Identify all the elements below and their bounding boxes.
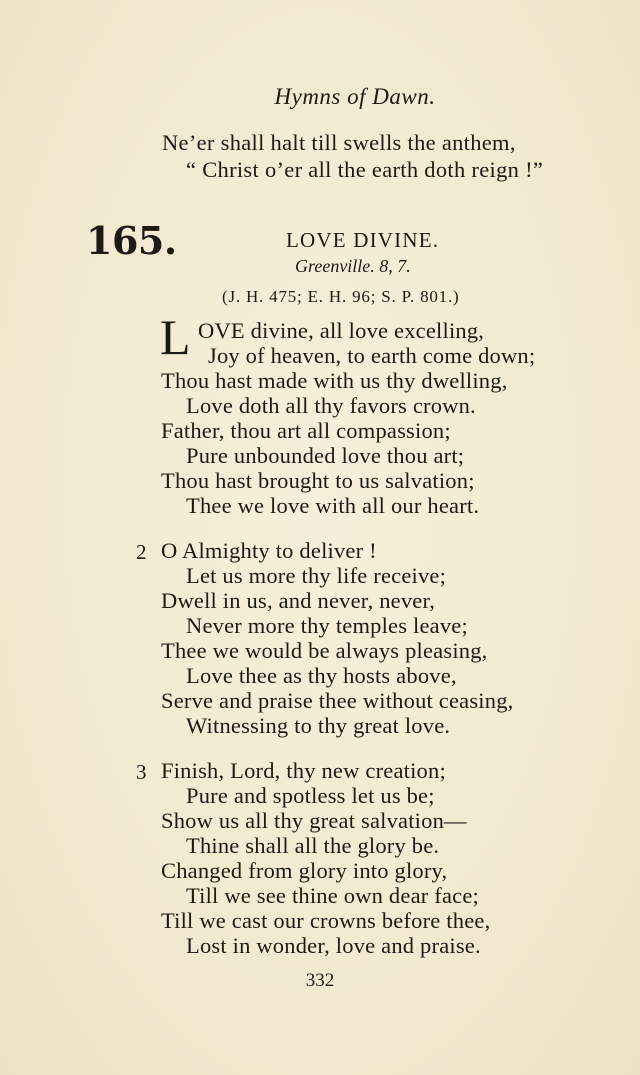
verse-line: Love thee as thy hosts above, xyxy=(186,663,457,688)
verse-line: Love doth all thy favors crown. xyxy=(186,393,476,418)
verse-line: Thou hast made with us thy dwelling, xyxy=(161,368,508,393)
page-number: 332 xyxy=(305,970,335,991)
verse-line: O Almighty to deliver ! xyxy=(161,538,377,563)
verse-line: Serve and praise thee without ceasing, xyxy=(161,688,514,713)
verse-line: Thine shall all the glory be. xyxy=(186,833,440,858)
verse-line: Pure and spotless let us be; xyxy=(186,783,435,808)
hymn-references: (J. H. 475; E. H. 96; S. P. 801.) xyxy=(222,287,460,306)
hymn-number: 165. xyxy=(86,218,177,263)
verse-line: Till we see thine own dear face; xyxy=(186,883,479,908)
verse-line: Show us all thy great salvation— xyxy=(161,808,467,833)
verse-line: Never more thy temples leave; xyxy=(186,613,468,638)
verse-line: Joy of heaven, to earth come down; xyxy=(208,343,536,368)
verse-line: Let us more thy life receive; xyxy=(186,563,447,588)
verse-line: Dwell in us, and never, never, xyxy=(161,588,436,613)
stanza-number: 2 xyxy=(136,540,147,564)
verse-line: Finish, Lord, thy new creation; xyxy=(161,758,446,783)
verse-line: Till we cast our crowns before thee, xyxy=(161,908,491,933)
drop-cap: L xyxy=(160,309,191,365)
verse-line: OVE divine, all love excelling, xyxy=(198,318,485,343)
verse-line: Thee we love with all our heart. xyxy=(186,493,480,518)
previous-hymn-line: Ne’er shall halt till swells the anthem, xyxy=(162,130,516,155)
verse-line: Father, thou art all compassion; xyxy=(161,418,451,443)
running-head: Hymns of Dawn. xyxy=(274,84,436,109)
verse-line: Witnessing to thy great love. xyxy=(186,713,451,738)
tune-meter: Greenville. 8, 7. xyxy=(295,256,411,276)
hymn-title: LOVE DIVINE. xyxy=(286,228,440,252)
previous-hymn-line: “ Christ o’er all the earth doth reign !” xyxy=(186,157,544,182)
verse-line: Thou hast brought to us salvation; xyxy=(161,468,475,493)
stanza-number: 3 xyxy=(136,760,147,784)
verse-line: Pure unbounded love thou art; xyxy=(186,443,465,468)
verse-line: Lost in wonder, love and praise. xyxy=(186,933,481,958)
verse-line: Changed from glory into glory, xyxy=(161,858,448,883)
verse-line: Thee we would be always pleasing, xyxy=(161,638,488,663)
